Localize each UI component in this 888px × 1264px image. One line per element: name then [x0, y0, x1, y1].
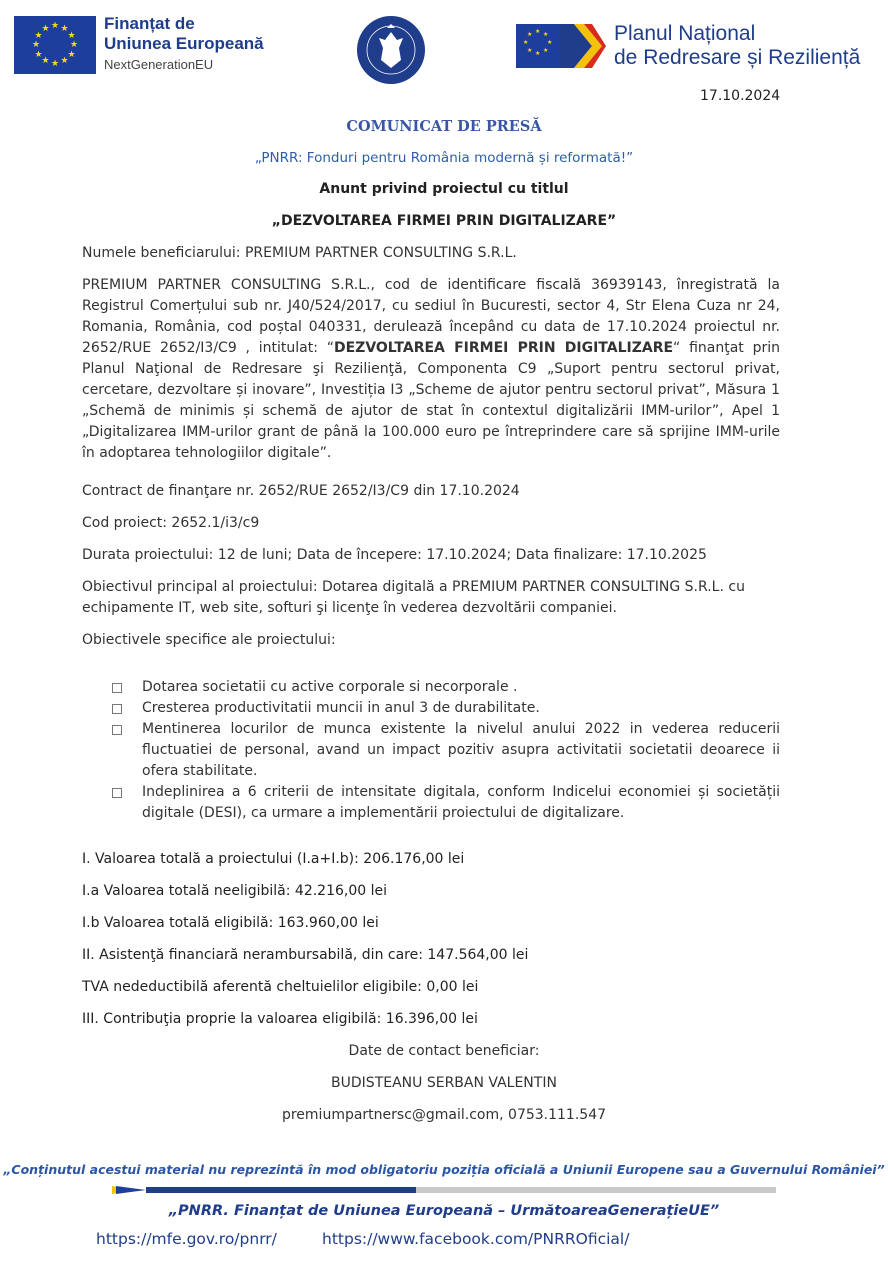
pnrr-slogan: „PNRR: Fonduri pentru România modernă și reformată!” — [254, 150, 634, 166]
eu-star-icon: ★ — [70, 40, 79, 50]
eu-logo-line1: Finanțat de — [104, 14, 195, 33]
government-seal-icon — [355, 14, 427, 86]
project-description — [82, 275, 780, 464]
financing-contract: Contract de finanţare nr. 2652/RUE 2652/I3/C9 din 17.10.2024 — [82, 483, 520, 499]
eu-star-icon: ★ — [67, 49, 76, 60]
list-item: Cresterea productivitatii muncii in anul 3 de durabilitate. — [82, 698, 780, 719]
beneficiary-name: Numele beneficiarului: PREMIUM PARTNER CONSULTING S.R.L. — [82, 245, 517, 261]
own-contribution: III. Contribuţia proprie la valoarea eligibilă: 16.396,00 lei — [82, 1011, 478, 1027]
svg-text:★: ★ — [543, 31, 549, 38]
eu-star-icon: ★ — [41, 23, 50, 34]
list-item: Mentinerea locurilor de munca existente la nivelul anului 2022 in vederea reducerii fluctuatiei de personal, avand un impact pozitiv asupra activitatii societatii deoarece ii ofera stabilitate. — [82, 719, 780, 782]
contact-name: BUDISTEANU SERBAN VALENTIN — [331, 1075, 557, 1091]
announcement-heading: Anunt privind proiectul cu titlul — [319, 181, 569, 197]
description-text-1: PREMIUM PARTNER CONSULTING S.R.L., cod de identificare fiscală 36939143, înregistrată la Registrul Comerțului sub nr. J40/524/2017, cu sediul în Bucuresti, sector 4, Str Elena Cuza nr 24, Romania, România, cod poștal 040331, derulează începând cu data de 17.10.2024 proiectul nr. 2652/RUE 2652/I3/C9 , intitulat: “ — [82, 277, 780, 356]
svg-text:★: ★ — [527, 47, 533, 54]
checkbox-bullet-icon — [112, 788, 122, 798]
list-item: Indeplinirea a 6 criterii de intensitate digitala, conform Indicelui economiei și societății digitale (DESI), ca urmare a implementării proiectului de digitalizare. — [82, 782, 780, 824]
pnrr-logo-line1: Planul Național — [614, 22, 756, 45]
eligible-value: I.b Valoarea totală eligibilă: 163.960,00 lei — [82, 915, 379, 931]
vat-value: TVA nedeductibilă aferentă cheltuielilor eligibile: 0,00 lei — [82, 979, 479, 995]
main-objective: Obiectivul principal al proiectului: Dotarea digitală a PREMIUM PARTNER CONSULTING S.R.L. cu echipamente IT, web site, softuri şi licenţe în vederea dezvoltării companiei. — [82, 579, 745, 616]
ineligible-value: I.a Valoarea totală neeligibilă: 42.216,00 lei — [82, 883, 388, 899]
contact-details: premiumpartnersc@gmail.com, 0753.111.547 — [281, 1107, 607, 1123]
checkbox-bullet-icon — [112, 704, 122, 714]
description-project-name: DEZVOLTAREA FIRMEI PRIN DIGITALIZARE — [333, 340, 674, 356]
project-title: „DEZVOLTAREA FIRMEI PRIN DIGITALIZARE” — [271, 213, 617, 229]
project-duration: Durata proiectului: 12 de luni; Data de începere: 17.10.2024; Data finalizare: 17.10.2025 — [82, 547, 707, 563]
svg-text:★: ★ — [527, 31, 533, 38]
footer-disclaimer: „Conținutul acestui material nu reprezintă în mod obligatoriu poziția oficială a Uniunii Europene sau a Guvernului României” — [3, 1162, 885, 1177]
specific-objectives-list — [82, 677, 780, 824]
footer-slogan: „PNRR. Finanțat de Uniunea Europeană – UrmătoareaGenerațieUE” — [168, 1203, 720, 1219]
pnrr-logo — [516, 20, 860, 72]
eu-flag-icon — [14, 16, 96, 74]
specific-objectives-label: Obiectivele specifice ale proiectului: — [82, 632, 336, 648]
svg-text:★: ★ — [547, 39, 553, 46]
checkbox-bullet-icon — [112, 683, 122, 693]
description-text-2: “ finanţat prin Planul Naţional de Redresare şi Rezilienţă, Componenta C9 „Suport pentru sectorul privat, cercetare, dezvoltare și inovare”, Investiția I3 „Scheme de ajutor pentru sectorul privat”, Măsura 1 „Schemă de minimis și schemă de ajutor de stat în contextul digitalizării IMM-urilor”, Apel 1 „Digitalizarea IMM-urilor grant de până la 100.000 euro pe întreprindere care să sprijine IMM-urile în adoptarea tehnologiilor digitale”. — [82, 340, 780, 461]
list-item: Dotarea societatii cu active corporale si necorporale . — [82, 677, 780, 698]
eu-logo-line2: Uniunea Europeană — [104, 34, 264, 53]
financial-assistance: II. Asistenţă financiară nerambursabilă, din care: 147.564,00 lei — [82, 947, 529, 963]
footer-divider-bar — [112, 1186, 776, 1194]
eu-funding-logo — [14, 16, 264, 74]
svg-text:★: ★ — [523, 39, 529, 46]
svg-text:★: ★ — [535, 28, 541, 35]
pnrr-flag-icon — [516, 20, 606, 72]
project-code: Cod proiect: 2652.1/i3/c9 — [82, 515, 260, 531]
eu-star-icon: ★ — [51, 21, 60, 31]
press-release-heading: COMUNICAT DE PRESĂ — [346, 118, 542, 135]
checkbox-bullet-icon — [112, 725, 122, 735]
eu-star-icon: ★ — [32, 40, 41, 50]
svg-text:★: ★ — [543, 47, 549, 54]
eu-star-icon: ★ — [34, 30, 43, 41]
eu-star-icon: ★ — [67, 30, 76, 41]
eu-star-icon: ★ — [34, 49, 43, 60]
eu-star-icon: ★ — [51, 59, 60, 69]
facebook-pnrr-link[interactable]: https://www.facebook.com/PNRROficial/ — [322, 1230, 630, 1248]
document-date: 17.10.2024 — [700, 88, 781, 104]
eu-star-icon: ★ — [41, 56, 50, 67]
pnrr-logo-line2: de Redresare și Reziliență — [614, 46, 861, 69]
eu-logo-line3: NextGenerationEU — [104, 57, 214, 72]
contact-label: Date de contact beneficiar: — [348, 1043, 540, 1059]
eu-star-icon: ★ — [60, 23, 69, 34]
eu-star-icon: ★ — [60, 56, 69, 67]
mfe-pnrr-link[interactable]: https://mfe.gov.ro/pnrr/ — [96, 1230, 277, 1248]
svg-text:★: ★ — [535, 50, 541, 57]
total-value: I. Valoarea totală a proiectului (I.a+I.b): 206.176,00 lei — [82, 851, 465, 867]
